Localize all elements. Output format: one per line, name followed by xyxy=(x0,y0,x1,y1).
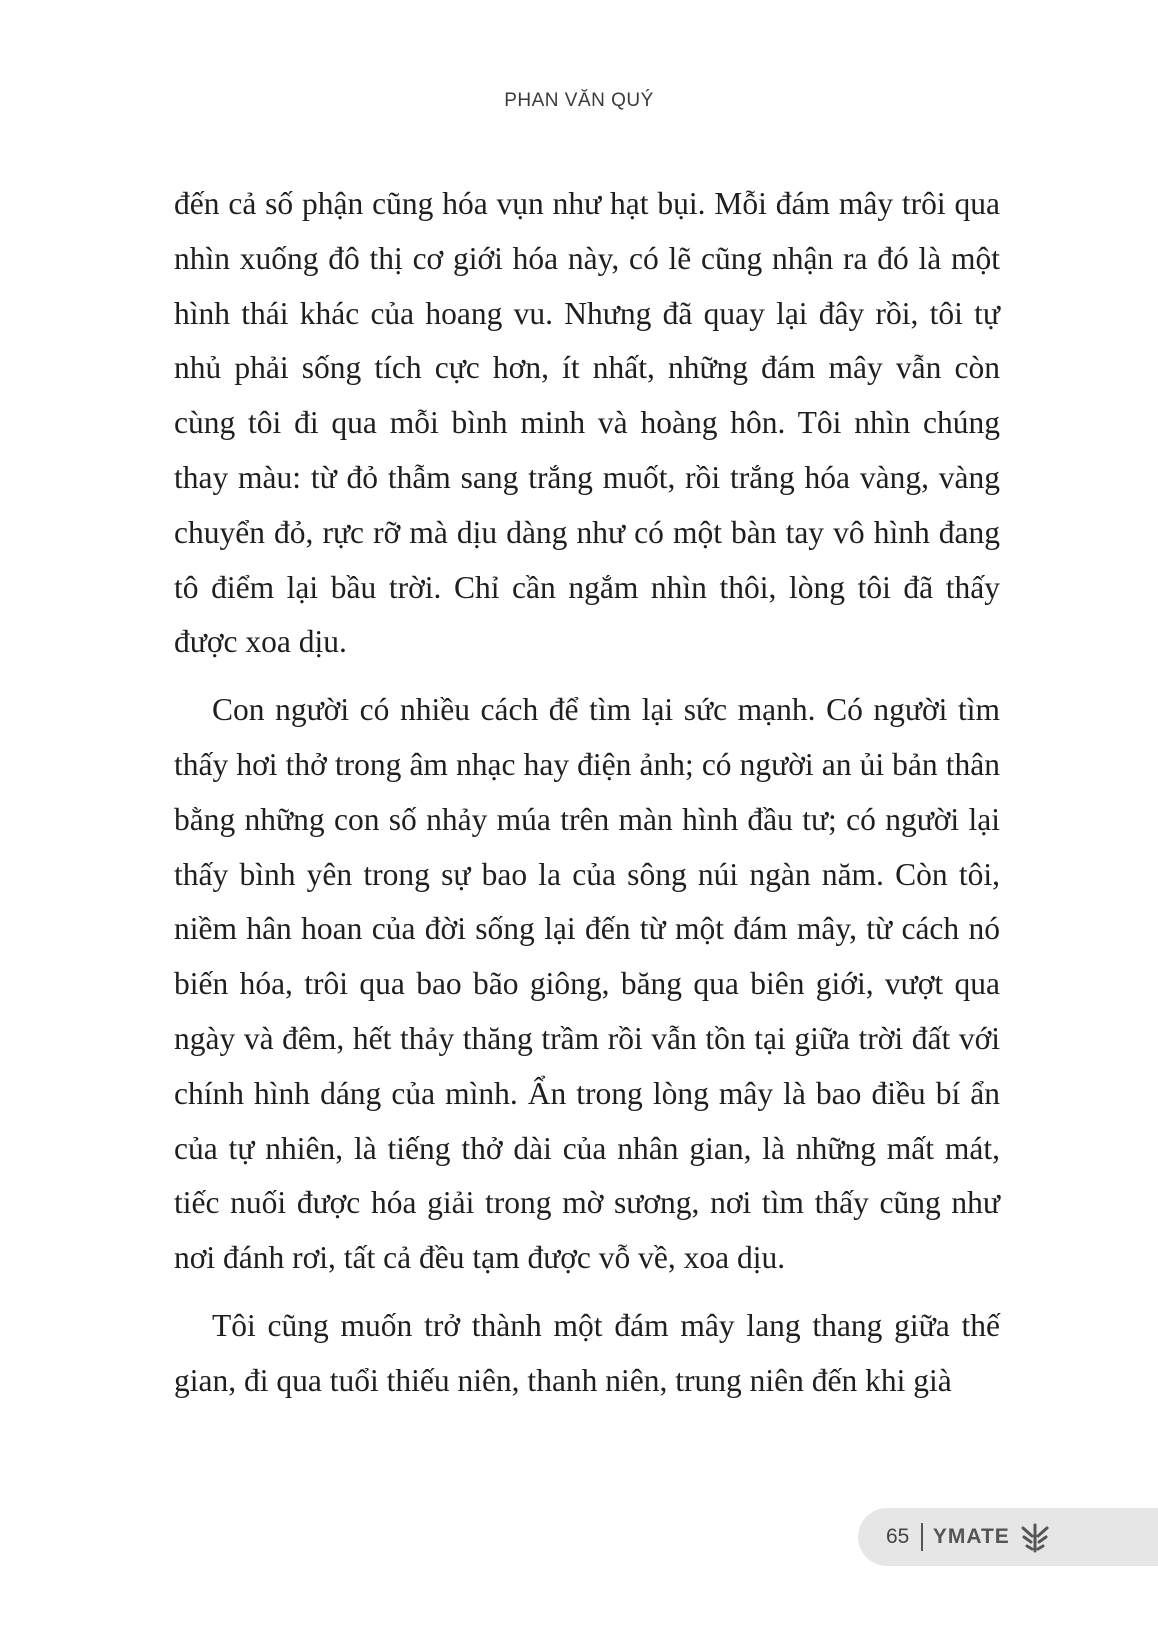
paragraph-2: Con người có nhiều cách để tìm lại sức mạnh. Có người tìm thấy hơi thở trong âm nhạc hay điện ảnh; có người an ủi bản thân bằng những con số nhảy múa trên màn hình đầu tư; có người lại thấy bình yên trong sự bao la của sông núi ngàn năm. Còn tôi, niềm hân hoan của đời sống lại đến từ một đám mây, từ cách nó biến hóa, trôi qua bao bão giông, băng qua biên giới, vượt qua ngày và đêm, hết thảy thăng trầm rồi vẫn tồn tại giữa trời đất với chính hình dáng của mình. Ẩn trong lòng mây là bao điều bí ẩn của tự nhiên, là tiếng thở dài của nhân gian, là những mất mát, tiếc nuối được hóa giải trong mờ sương, nơi tìm thấy cũng như nơi đánh rơi, tất cả đều tạm được vỗ về, xoa dịu. xyxy=(174,692,1000,1276)
ymate-logo-icon xyxy=(1018,1520,1052,1554)
running-head-author: PHAN VĂN QUÝ xyxy=(504,90,654,111)
footer-page-tab xyxy=(858,1508,1158,1566)
page-number: 65 xyxy=(886,1525,910,1548)
footer-divider xyxy=(921,1523,923,1551)
body-text xyxy=(174,177,1000,1422)
brand-name: YMATE xyxy=(932,1525,1010,1548)
paragraph-3: Tôi cũng muốn trở thành một đám mây lang thang giữa thế gian, đi qua tuổi thiếu niên, thanh niên, trung niên đến khi già xyxy=(174,1307,1000,1398)
paragraph-1: đến cả số phận cũng hóa vụn như hạt bụi. Mỗi đám mây trôi qua nhìn xuống đô thị cơ giới hóa này, có lẽ cũng nhận ra đó là một hình thái khác của hoang vu. Nhưng đã quay lại đây rồi, tôi tự nhủ phải sống tích cực hơn, ít nhất, những đám mây vẫn còn cùng tôi đi qua mỗi bình minh và hoàng hôn. Tôi nhìn chúng thay màu: từ đỏ thẫm sang trắng muốt, rồi trắng hóa vàng, vàng chuyển đỏ, rực rỡ mà dịu dàng như có một bàn tay vô hình đang tô điểm lại bầu trời. Chỉ cần ngắm nhìn thôi, lòng tôi đã thấy được xoa dịu. xyxy=(174,186,1000,660)
